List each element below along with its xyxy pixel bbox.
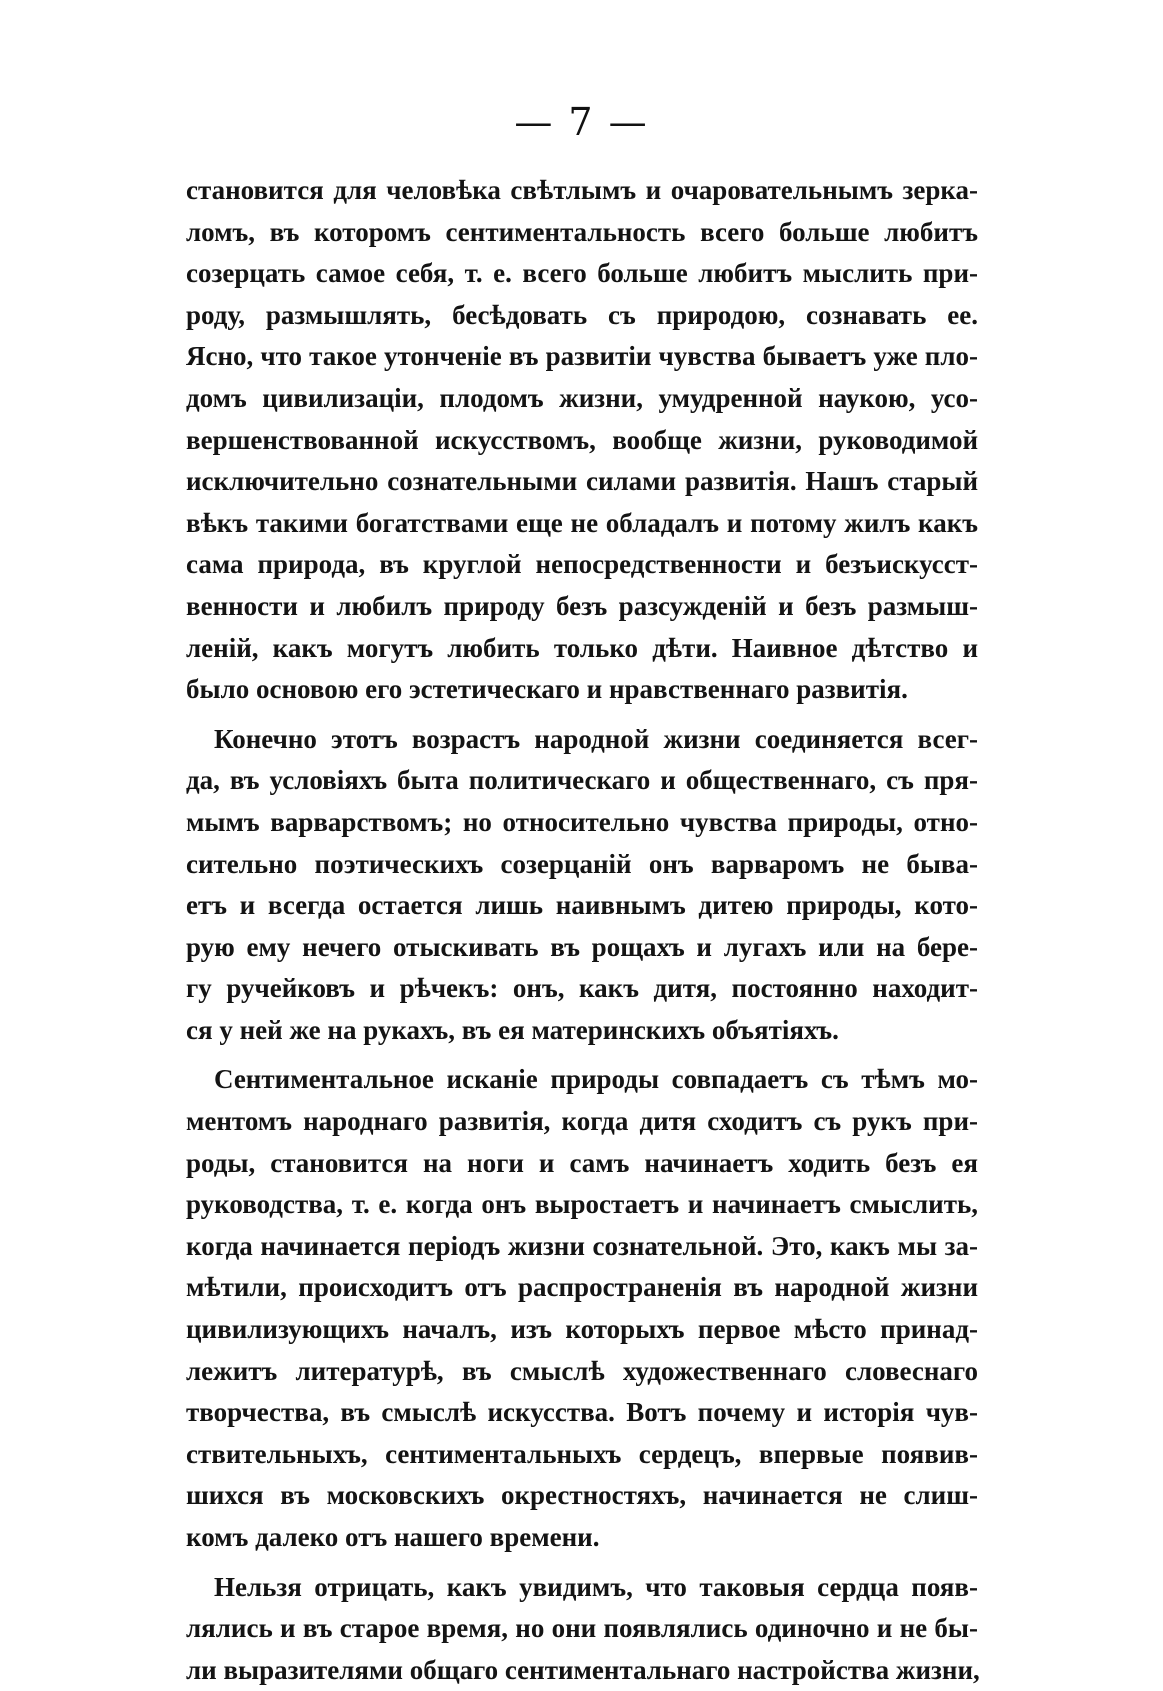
text-line: роды, становится на ноги и самъ начинаетъ ходить безъ ея [186, 1147, 978, 1178]
text-line: когда начинается періодъ жизни сознательной. Это, какъ мы за- [186, 1230, 978, 1261]
text-line: ся у ней же на рукахъ, въ ея материнскихъ объятіяхъ. [186, 1014, 839, 1045]
text-line: лялись и въ старое время, но они появлялись одиночно и не бы- [186, 1613, 978, 1644]
text-line: лежитъ литературѣ, въ смыслѣ художественнаго словеснаго [186, 1355, 978, 1386]
text-line: исключительно сознательными силами развитія. Нашъ старый [186, 466, 978, 497]
text-line: мымъ варварствомъ; но относительно чувства природы, отно- [186, 806, 978, 837]
text-line: ментомъ народнаго развитія, когда дитя сходитъ съ рукъ при- [186, 1106, 978, 1137]
paragraph [186, 1567, 978, 1691]
paragraph [186, 1059, 978, 1558]
text-line: ломъ, въ которомъ сентиментальность всего больше любитъ [186, 216, 978, 247]
text-line: рую ему нечего отыскивать въ рощахъ и лугахъ или на бере- [186, 931, 978, 962]
text-line: мѣтили, происходитъ отъ распространенія въ народной жизни [186, 1272, 978, 1303]
text-line: творчества, въ смыслѣ искусства. Вотъ почему и исторія чув- [186, 1397, 978, 1428]
text-line: вершенствованной искусствомъ, вообще жизни, руководимой [186, 424, 978, 455]
paragraph [186, 170, 978, 711]
text-line: комъ далеко отъ нашего времени. [186, 1522, 600, 1552]
text-line: Сентиментальное исканіе природы совпадаетъ съ тѣмъ мо- [214, 1064, 978, 1095]
text-line: да, въ условіяхъ быта политическаго и общественнаго, съ пря- [186, 765, 978, 796]
text-line: сительно поэтическихъ созерцаній онъ варваромъ не быва- [186, 848, 978, 879]
text-line: становится для человѣка свѣтлымъ и очаровательнымъ зерка- [186, 175, 978, 205]
text-line: гу ручейковъ и рѣчекъ: онъ, какъ дитя, постоянно находит- [186, 973, 978, 1004]
paragraph [186, 719, 978, 1052]
text-line: ствительныхъ, сентиментальныхъ сердецъ, впервые появив- [186, 1438, 978, 1469]
text-line: Нельзя отрицать, какъ увидимъ, что таковыя сердца появ- [214, 1571, 978, 1602]
text-line: Конечно этотъ возрастъ народной жизни соединяется всег- [214, 723, 978, 754]
text-line: вѣкъ такими богатствами еще не обладалъ и потому жилъ какъ [186, 507, 978, 538]
page-number: — 7 — [514, 100, 649, 144]
text-line: созерцать самое себя, т. е. всего больше любитъ мыслить при- [186, 258, 978, 289]
text-line: было основою его эстетическаго и нравственнаго развитія. [186, 674, 908, 705]
page-body [186, 170, 978, 1691]
text-line: Ясно, что такое утонченіе въ развитіи чувства бываетъ уже пло- [186, 341, 978, 372]
text-line: шихся въ московскихъ окрестностяхъ, начинается не слиш- [186, 1480, 978, 1511]
text-line: домъ цивилизаціи, плодомъ жизни, умудренной наукою, усо- [186, 382, 978, 413]
text-line: венности и любилъ природу безъ разсужденій и безъ размыш- [186, 590, 978, 621]
text-line: цивилизующихъ началъ, изъ которыхъ первое мѣсто принад- [186, 1314, 978, 1345]
text-line: етъ и всегда остается лишь наивнымъ дитею природы, кото- [186, 890, 978, 921]
text-line: ли выразителями общаго сентиментальнаго настройства жизни, [186, 1654, 980, 1685]
text-line: руководства, т. е. когда онъ выростаетъ и начинаетъ смыслить, [186, 1189, 978, 1220]
text-line: сама природа, въ круглой непосредственности и безъискусст- [186, 549, 978, 580]
text-line: роду, размышлять, бесѣдовать съ природою, сознавать ее. [186, 299, 978, 330]
text-line: леній, какъ могутъ любить только дѣти. Наивное дѣтство и [186, 632, 978, 663]
